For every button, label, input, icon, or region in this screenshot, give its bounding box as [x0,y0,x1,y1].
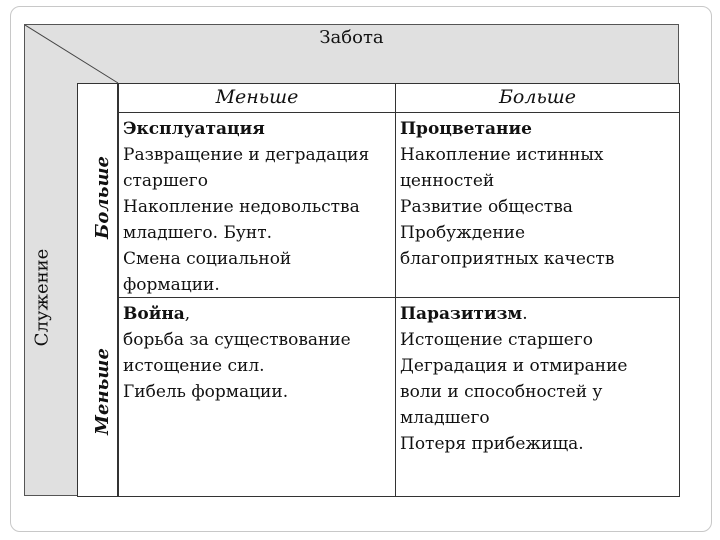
cell-title-line [123,301,395,327]
matrix-grid [24,24,679,496]
cell-line: старшего [123,171,208,191]
cell-line: Пробуждение [400,223,526,243]
cell-title: Война [123,304,185,324]
cell-line: ценностей [400,171,495,191]
cell-line: Развращение и деградация [123,145,370,165]
cell-line: Гибель формации. [123,382,289,402]
cell-line: формации. [123,275,220,295]
cell-exploitation [118,112,396,298]
cell-line: Накопление недовольства [123,197,360,217]
cell-line: Развитие общества [400,197,573,217]
cell-line: Смена социальной [123,249,292,269]
row-label-more-text: Больше [91,156,113,239]
cell-war [118,297,396,497]
cell-parasitism [395,297,680,497]
cell-title-suffix: . [522,304,528,324]
cell-line: младшего [400,408,490,428]
row-label-less-text: Меньше [91,348,113,435]
cell-title: Эксплуатация [123,119,265,139]
cell-title: Процветание [400,119,532,139]
cell-title: Паразитизм [400,304,523,324]
cell-line: истощение сил. [123,356,265,376]
cell-line: Деградация и отмирание [400,356,628,376]
cell-line: борьба за существование [123,330,351,350]
col-header-more-text: Больше [498,86,577,108]
cell-line: младшего. Бунт. [123,223,273,243]
col-header-less-text: Меньше [215,86,299,108]
axis-top-label: Забота [319,27,384,48]
cell-line: Истощение старшего [400,330,593,350]
cell-prosperity [395,112,680,298]
cell-title-suffix: , [184,304,191,324]
cell-title-line [400,301,679,327]
col-header-more [395,83,680,113]
col-header-less [118,83,396,113]
cell-line: воли и способностей у [400,382,603,402]
cell-line: Накопление истинных [400,145,604,165]
cell-line: благоприятных качеств [400,249,615,269]
axis-left-label: Служение [31,248,53,347]
cell-line: Потеря прибежища. [400,434,584,454]
